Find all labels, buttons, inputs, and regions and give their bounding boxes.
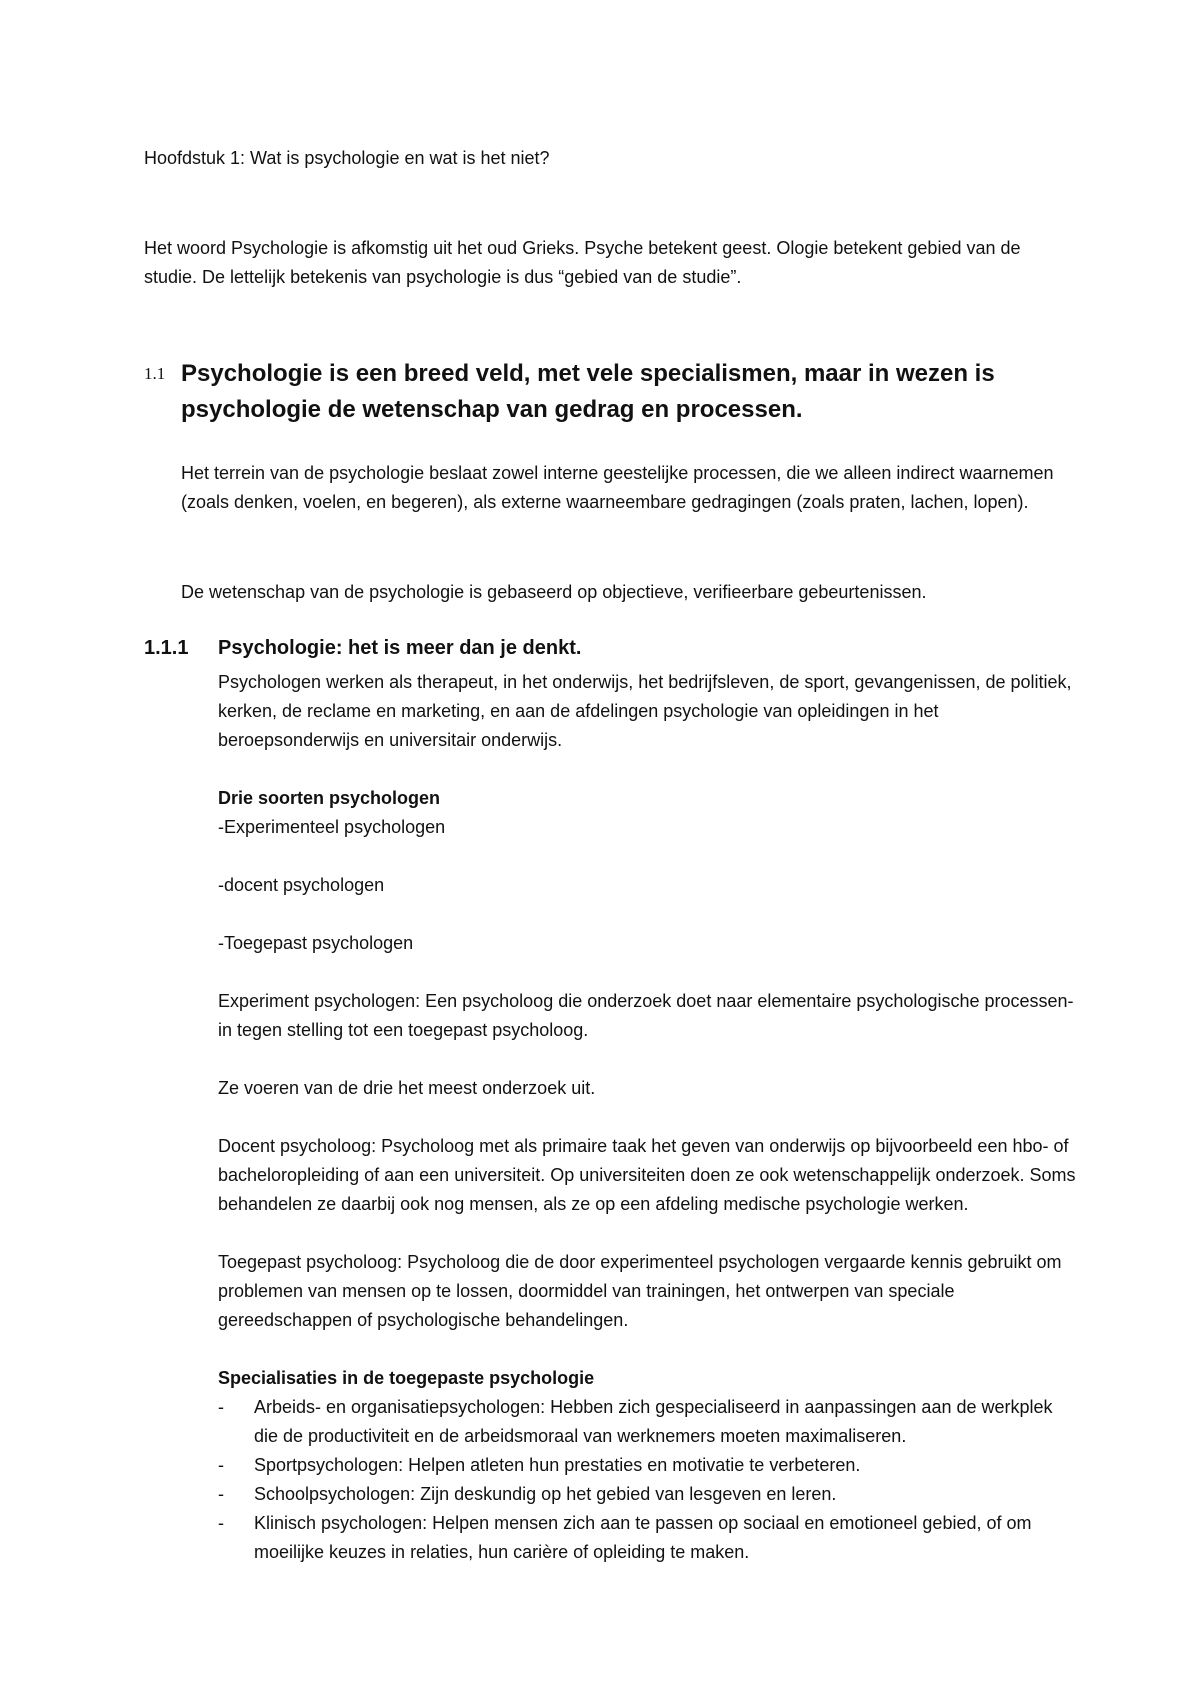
- list-item-text: Schoolpsychologen: Zijn deskundig op het gebied van lesgeven en leren.: [254, 1484, 837, 1504]
- intro-paragraph: Het woord Psychologie is afkomstig uit het oud Grieks. Psyche betekent geest. Ologie betekent gebied van de studie. De lettelijk betekenis van psychologie is dus “gebied van de studie”.: [144, 238, 1021, 287]
- subsection-number: 1.1.1: [144, 637, 189, 659]
- subsection-body: [218, 668, 1078, 1567]
- list-item: [218, 1480, 1078, 1509]
- experiment-note: Ze voeren van de drie het meest onderzoek uit.: [218, 1078, 596, 1098]
- experiment-block: [218, 987, 1078, 1103]
- section-1-1-paragraph-1: Het terrein van de psychologie beslaat zowel interne geestelijke processen, die we alleen indirect waarnemen (zoals denken, voelen, en begeren), als externe waarneembare gedragingen (zoals praten, lachen, lopen).: [181, 463, 1054, 512]
- dash-bullet: -: [218, 1397, 224, 1417]
- list-item: [218, 1451, 1078, 1480]
- specialisations-block: [218, 1364, 1078, 1567]
- dash-bullet: -: [218, 1455, 224, 1475]
- specialisations-heading: Specialisaties in de toegepaste psychologie: [218, 1368, 595, 1388]
- docent-paragraph: Docent psycholoog: Psycholoog met als primaire taak het geven van onderwijs op bijvoorbeeld een hbo- of bacheloropleiding of aan een universiteit. Op universiteiten doen ze ook wetenschappelijk onderzoek. Soms behandelen ze daarbij ook nog mensen, als ze op een afdeling medische psychologie werken.: [218, 1136, 1076, 1214]
- type-item: -Experimenteel psychologen: [218, 817, 446, 837]
- document-title: Hoofdstuk 1: Wat is psychologie en wat is het niet?: [144, 148, 550, 168]
- types-heading: Drie soorten psychologen: [218, 788, 441, 808]
- list-item-text: Sportpsychologen: Helpen atleten hun prestaties en motivatie te verbeteren.: [254, 1455, 861, 1475]
- list-item-text: Arbeids- en organisatiepsychologen: Hebben zich gespecialiseerd in aanpassingen aan de werkplek die de productiviteit en de arbeidsmoraal van werknemers moeten maximaliseren.: [254, 1397, 1053, 1446]
- type-item: -docent psychologen: [218, 875, 385, 895]
- list-item-text: Klinisch psychologen: Helpen mensen zich aan te passen op sociaal en emotioneel gebied, of om moeilijke keuzes in relaties, hun carière of opleiding te maken.: [254, 1513, 1032, 1562]
- section-1-1-paragraph-2: De wetenschap van de psychologie is gebaseerd op objectieve, verifieerbare gebeurtenissen.: [181, 582, 927, 602]
- dash-bullet: -: [218, 1484, 224, 1504]
- subsection-heading-text: Psychologie: het is meer dan je denkt.: [218, 637, 582, 659]
- dash-bullet: -: [218, 1513, 224, 1533]
- types-block: [218, 784, 1078, 958]
- section-heading-text: Psychologie is een breed veld, met vele specialismen, maar in wezen is psychologie de wetenschap van gedrag en processen.: [181, 360, 995, 423]
- type-item: -Toegepast psychologen: [218, 933, 414, 953]
- list-item: [218, 1509, 1078, 1567]
- section-number: 1.1: [144, 364, 166, 383]
- toegepast-paragraph: Toegepast psycholoog: Psycholoog die de door experimenteel psychologen vergaarde kennis gebruikt om problemen van mensen op te lossen, doormiddel van trainingen, het ontwerpen van speciale gereedschappen of psychologische behandelingen.: [218, 1252, 1062, 1330]
- experiment-paragraph: Experiment psychologen: Een psycholoog die onderzoek doet naar elementaire psychologische processen- in tegen stelling tot een toegepast psycholoog.: [218, 991, 1074, 1040]
- list-item: [218, 1393, 1078, 1451]
- specialisations-list: [218, 1393, 1078, 1567]
- workplaces-paragraph: Psychologen werken als therapeut, in het onderwijs, het bedrijfsleven, de sport, gevangenissen, de politiek, kerken, de reclame en marketing, en aan de afdelingen psychologie van opleidingen in het beroepsonderwijs en universitair onderwijs.: [218, 672, 1072, 750]
